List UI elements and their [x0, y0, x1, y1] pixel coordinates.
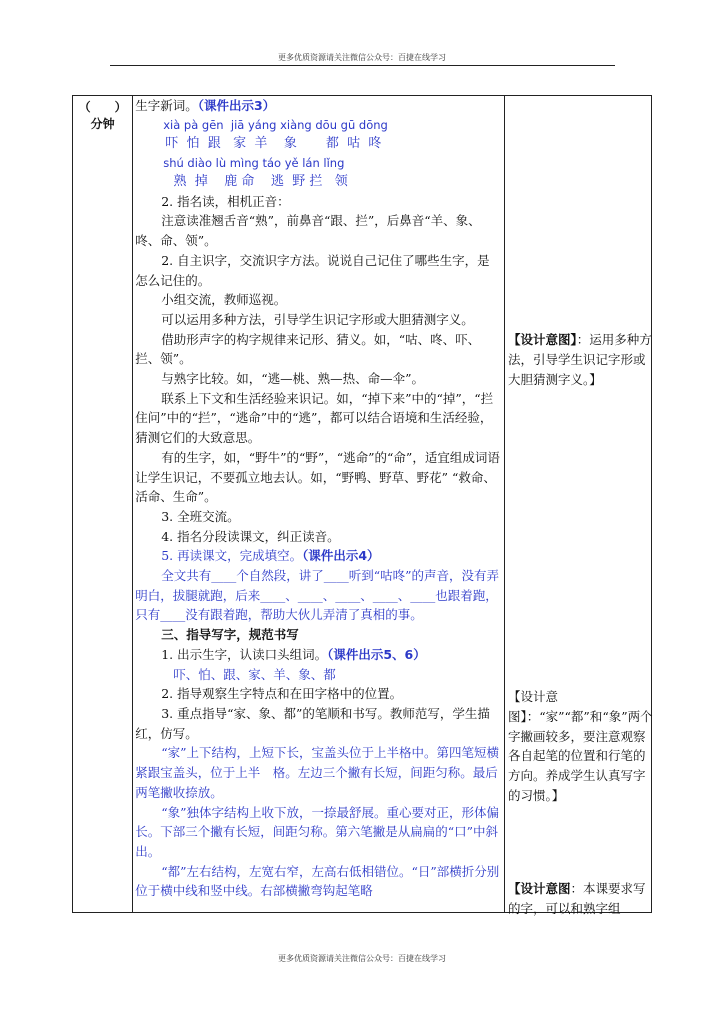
content-cell — [133, 96, 505, 913]
paragraph: 3. 全班交流。 — [161, 508, 240, 524]
paragraph: 小组交流，教师巡视。 — [161, 292, 287, 308]
paragraph: 5. 再读课文，完成填空。（课件出示4） — [161, 548, 380, 564]
paragraph: “象”独体字结构上收下放，一捺最舒展。重心要对正，形体偏长。下部三个撇有长短，间距匀称。第六笔撇是从扁扁的“口”中斜出。 — [135, 804, 499, 859]
header-rule — [110, 65, 615, 66]
paragraph: 与熟字比较。如，“逃—桃、熟—热、命—伞”。 — [161, 371, 424, 387]
fill-in-exercise: 全文共有____个自然段，讲了____听到“咕咚”的声音，没有弄明白，拔腿就跑，后来____、____、____、____、____也跟着跑，只有____没有跟着跑，帮助大伙儿弄清了真相的事。 — [135, 568, 499, 623]
paragraph: 2. 自主识字，交流识字方法。说说自己记住了哪些生字，是怎么记住的。 — [135, 252, 490, 288]
design-intent-note: 【设计意图】：运用多种方法，引导学生识记字形或大胆猜测字义。】 — [508, 332, 652, 387]
hanzi-row: 熟 掉 鹿 命 逃 野 拦 领 — [165, 173, 348, 189]
paragraph: 借助形声字的构字规律来记形、猜义。如，“咕、咚、吓、拦、领”。 — [135, 331, 481, 367]
paragraph: 联系上下文和生活经验来识记。如，“掉下来”中的“掉”，“拦住问”中的“拦”，“逃命”中的“逃”，都可以结合语境和生活经验，猜测它们的大致意思。 — [135, 390, 494, 446]
paragraph: 3. 重点指导“家、象、都”的笔顺和书写。教师范写，学生描红，仿写。 — [135, 705, 490, 741]
paragraph: 1. 出示生字，认读口头组词。（课件出示5、6） — [161, 646, 426, 662]
page-header: 更多优质资源请关注微信公众号：百捷在线学习 — [278, 53, 446, 62]
courseware-ref: （课件出示3） — [197, 98, 276, 113]
hanzi-row: 吓 怕 跟 家 羊 象 都 咕 咚 — [165, 135, 382, 151]
section-heading: 三、指导写字，规范书写 — [161, 627, 299, 643]
courseware-ref: （课件出示5、6） — [327, 646, 426, 662]
page-footer: 更多优质资源请关注微信公众号：百捷在线学习 — [278, 954, 446, 963]
paragraph: 注意读准翘舌音“熟”，前鼻音“跟、拦”，后鼻音“羊、象、咚、命、领”。 — [135, 213, 481, 249]
paragraph: 4. 指名分段读课文，纠正读音。 — [161, 528, 340, 544]
pinyin-row: shú diào lù mìng táo yě lán lǐng — [163, 155, 345, 170]
design-intent-note: 【设计意图】：“家”“都”和“象”两个字撇画较多，要注意观察各自起笔的位置和行笔的方向。养成学生认真写字的习惯。】 — [508, 689, 653, 803]
courseware-ref: （课件出示4） — [302, 548, 380, 564]
pinyin-row: xià pà gēn jiā yáng xiàng dōu gū dōng — [163, 117, 388, 132]
paragraph: “家”上下结构，上短下长，宝盖头位于上半格中。第四笔短横紧跟宝盖头，位于上半 格。左边三个撇有长短，间距匀称。最后两笔撇收捺放。 — [135, 745, 499, 800]
paragraph: “都”左右结构，左宽右窄，左高右低相错位。“日”部横折分别位于横中线和竖中线。右部横撇弯钩起笔略 — [135, 863, 500, 899]
paragraph: 可以运用多种方法，引导学生识记字形或大胆猜测字义。 — [161, 311, 474, 327]
time-cell — [73, 96, 133, 913]
paragraph: 生字新词。（课件出示3） — [135, 98, 276, 113]
paragraph: 2. 指导观察生字特点和在田字格中的位置。 — [161, 686, 403, 702]
time-unit: 分钟 — [90, 117, 115, 131]
time-paren: （ ） — [78, 100, 127, 114]
character-list: 吓、怕、跟、家、羊、象、都 — [173, 666, 336, 682]
paragraph: 2. 指名读，相机正音： — [161, 193, 290, 209]
design-intent-note: 【设计意图：本课要求写的字，可以和熟字组 — [508, 881, 646, 916]
paragraph: 有的生字，如，“野牛”的“野”，“逃命”的“命”，适宜组成词语让学生识记，不要孤立地去认。如，“野鸭、野草、野花” “救命、活命、生命”。 — [135, 449, 500, 505]
